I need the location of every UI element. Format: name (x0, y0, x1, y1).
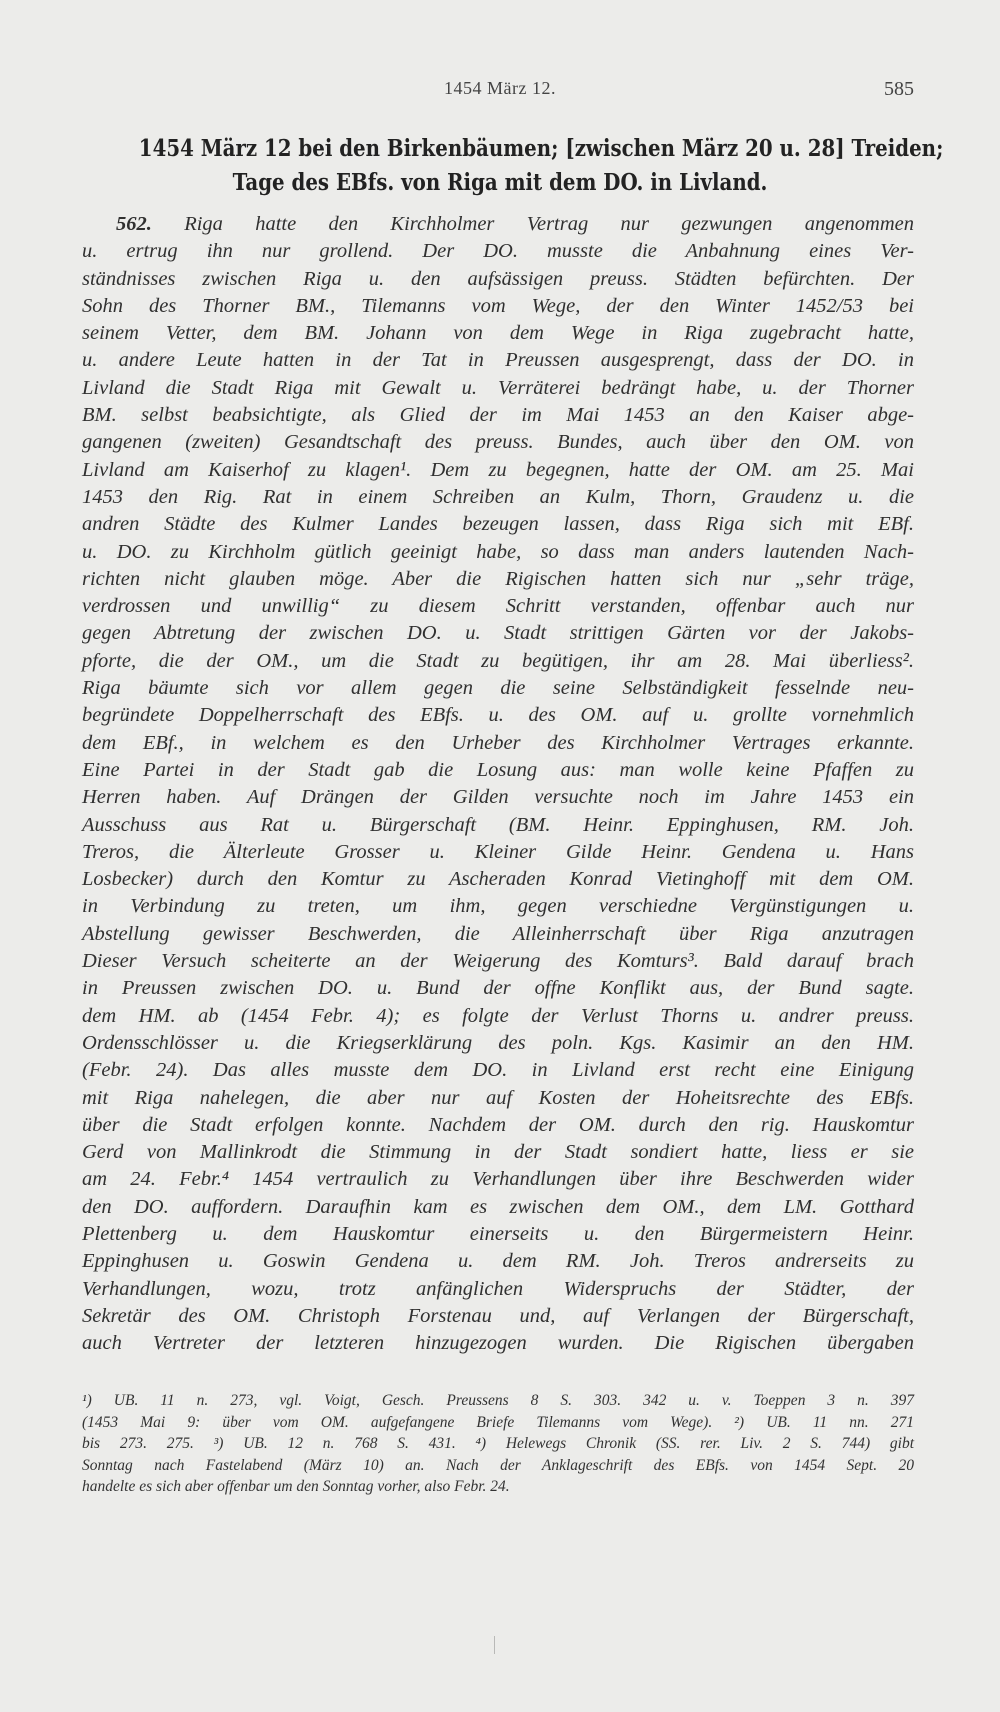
body-line: seinem Vetter, dem BM. Johann von dem Wege in Riga zugebracht hatte, (82, 322, 914, 345)
body-line: über die Stadt erfolgen konnte. Nachdem der OM. durch den rig. Hauskomtur (82, 1113, 914, 1136)
body-line: Plettenberg u. dem Hauskomtur einerseits u. den Bürgermeistern Heinr. (82, 1222, 914, 1245)
body-line: Verhandlungen, wozu, trotz anfänglichen Widerspruchs der Städter, der (82, 1277, 914, 1300)
body-line: gangenen (zweiten) Gesandtschaft des preuss. Bundes, auch über den OM. von (82, 431, 914, 454)
section-heading (138, 132, 944, 200)
body-line: Riga bäumte sich vor allem gegen die seine Selbständigkeit fesselnde neu- (82, 677, 914, 700)
body-line: Sekretär des OM. Christoph Forstenau und, auf Verlangen der Bürgerschaft, (82, 1304, 914, 1327)
page-number: 585 (884, 78, 914, 100)
header-date: 1454 März 12. (444, 78, 556, 98)
heading-line-1: 1454 März 12 bei den Birkenbäumen; [zwischen März 20 u. 28] Treiden; (138, 135, 944, 162)
entry-number: 562. (116, 213, 152, 235)
footnote-line: handelte es sich aber offenbar um den Sonntag vorher, also Febr. 24. (82, 1478, 510, 1496)
footnote-line: bis 273. 275. ³) UB. 12 n. 768 S. 431. ⁴) Helewegs Chronik (SS. rer. Liv. 2 S. 744) gibt (82, 1435, 914, 1453)
body-line: dem HM. ab (1454 Febr. 4); es folgte der Verlust Thorns u. andrer preuss. (82, 1004, 914, 1027)
body-line: Eppinghusen u. Goswin Gendena u. dem RM. Joh. Treros andrerseits zu (82, 1250, 914, 1273)
body-line: dem EBf., in welchem es den Urheber des Kirchholmer Vertrages erkannte. (82, 731, 914, 754)
body-line: mit Riga nahelegen, die aber nur auf Kosten der Hoheitsrechte des EBfs. (82, 1086, 914, 1109)
body-line: andren Städte des Kulmer Landes bezeugen lassen, dass Riga sich mit EBf. (82, 513, 914, 536)
body-line: den DO. auffordern. Daraufhin kam es zwischen dem OM., dem LM. Gotthard (82, 1195, 914, 1218)
body-line: Dieser Versuch scheiterte an der Weigerung des Komturs³. Bald darauf brach (82, 950, 914, 973)
body-line: in Preussen zwischen DO. u. Bund der offne Konflikt aus, der Bund sagte. (82, 977, 914, 1000)
body-line: Livland die Stadt Riga mit Gewalt u. Verräterei bedrängt habe, u. der Thorner (82, 376, 914, 399)
body-line: Losbecker) durch den Komtur zu Ascheraden Konrad Vietinghoff mit dem OM. (82, 868, 914, 891)
body-line: u. ertrug ihn nur grollend. Der DO. musste die Anbahnung eines Ver- (82, 240, 914, 263)
body-line: auch Vertreter der letzteren hinzugezogen wurden. Die Rigischen übergaben (82, 1332, 914, 1355)
body-line: verdrossen und unwillig“ zu diesem Schritt verstanden, offenbar auch nur (82, 595, 914, 618)
body-line: Herren haben. Auf Drängen der Gilden versuchte noch im Jahre 1453 ein (82, 786, 914, 809)
body-line: u. DO. zu Kirchholm gütlich geeinigt habe, so dass man anders lautenden Nach- (82, 540, 914, 563)
footnote-line: Sonntag nach Fastelabend (März 10) an. Nach der Anklageschrift des EBfs. von 1454 Sept. 20 (82, 1456, 914, 1474)
body-line: Eine Partei in der Stadt gab die Losung aus: man wolle keine Pfaffen zu (82, 758, 914, 781)
body-line: 562. Riga hatte den Kirchholmer Vertrag nur gezwungen angenommen (116, 213, 915, 235)
body-line: Treros, die Älterleute Grosser u. Kleiner Gilde Heinr. Gendena u. Hans (82, 840, 914, 863)
body-line: Ordensschlösser u. die Kriegserklärung des poln. Kgs. Kasimir an den HM. (82, 1031, 914, 1054)
body-line: Livland am Kaiserhof zu klagen¹. Dem zu begegnen, hatte der OM. am 25. Mai (82, 458, 914, 481)
footnote-line: ¹) UB. 11 n. 273, vgl. Voigt, Gesch. Preussens 8 S. 303. 342 u. v. Toeppen 3 n. 397 (82, 1392, 914, 1409)
footnotes (82, 1390, 914, 1498)
body-line: gegen Abtretung der zwischen DO. u. Stadt strittigen Gärten vor der Jakobs- (82, 622, 914, 645)
body-line: in Verbindung zu treten, um ihm, gegen verschiedne Vergünstigungen u. (82, 895, 914, 918)
body-line: (Febr. 24). Das alles musste dem DO. in Livland erst recht eine Einigung (82, 1059, 914, 1082)
footnote-line: (1453 Mai 9: über vom OM. aufgefangene Briefe Tilemanns vom Wege). ²) UB. 11 nn. 271 (82, 1413, 914, 1431)
scan-mark (494, 1636, 495, 1654)
heading-line-2: Tage des EBfs. von Riga mit dem DO. in Livland. (232, 169, 768, 196)
body-line: Abstellung gewisser Beschwerden, die Alleinherrschaft über Riga anzutragen (82, 922, 914, 945)
body-line: richten nicht glauben möge. Aber die Rigischen hatten sich nur „sehr träge, (82, 567, 914, 590)
body-line: u. andere Leute hatten in der Tat in Preussen ausgesprengt, dass der DO. in (82, 349, 914, 372)
body-line: begründete Doppelherrschaft des EBfs. u. des OM. auf u. grollte vornehmlich (82, 704, 914, 727)
body-line: ständnisses zwischen Riga u. den aufsässigen preuss. Städten befürchten. Der (82, 267, 914, 290)
body-line: am 24. Febr.⁴ 1454 vertraulich zu Verhandlungen über ihre Beschwerden wider (82, 1168, 914, 1191)
body-line: Ausschuss aus Rat u. Bürgerschaft (BM. Heinr. Eppinghusen, RM. Joh. (82, 813, 914, 836)
body-text (82, 211, 914, 1357)
body-line: Sohn des Thorner BM., Tilemanns vom Wege, der den Winter 1452/53 bei (82, 294, 914, 317)
body-line: Gerd von Mallinkrodt die Stimmung in der Stadt sondiert hatte, liess er sie (82, 1141, 914, 1164)
body-line: pforte, die der OM., um die Stadt zu begütigen, ihr am 28. Mai überliess². (82, 649, 914, 672)
body-line: 1453 den Rig. Rat in einem Schreiben an Kulm, Thorn, Graudenz u. die (82, 485, 914, 508)
body-line: BM. selbst beabsichtigte, als Glied der im Mai 1453 an den Kaiser abge- (82, 404, 914, 427)
